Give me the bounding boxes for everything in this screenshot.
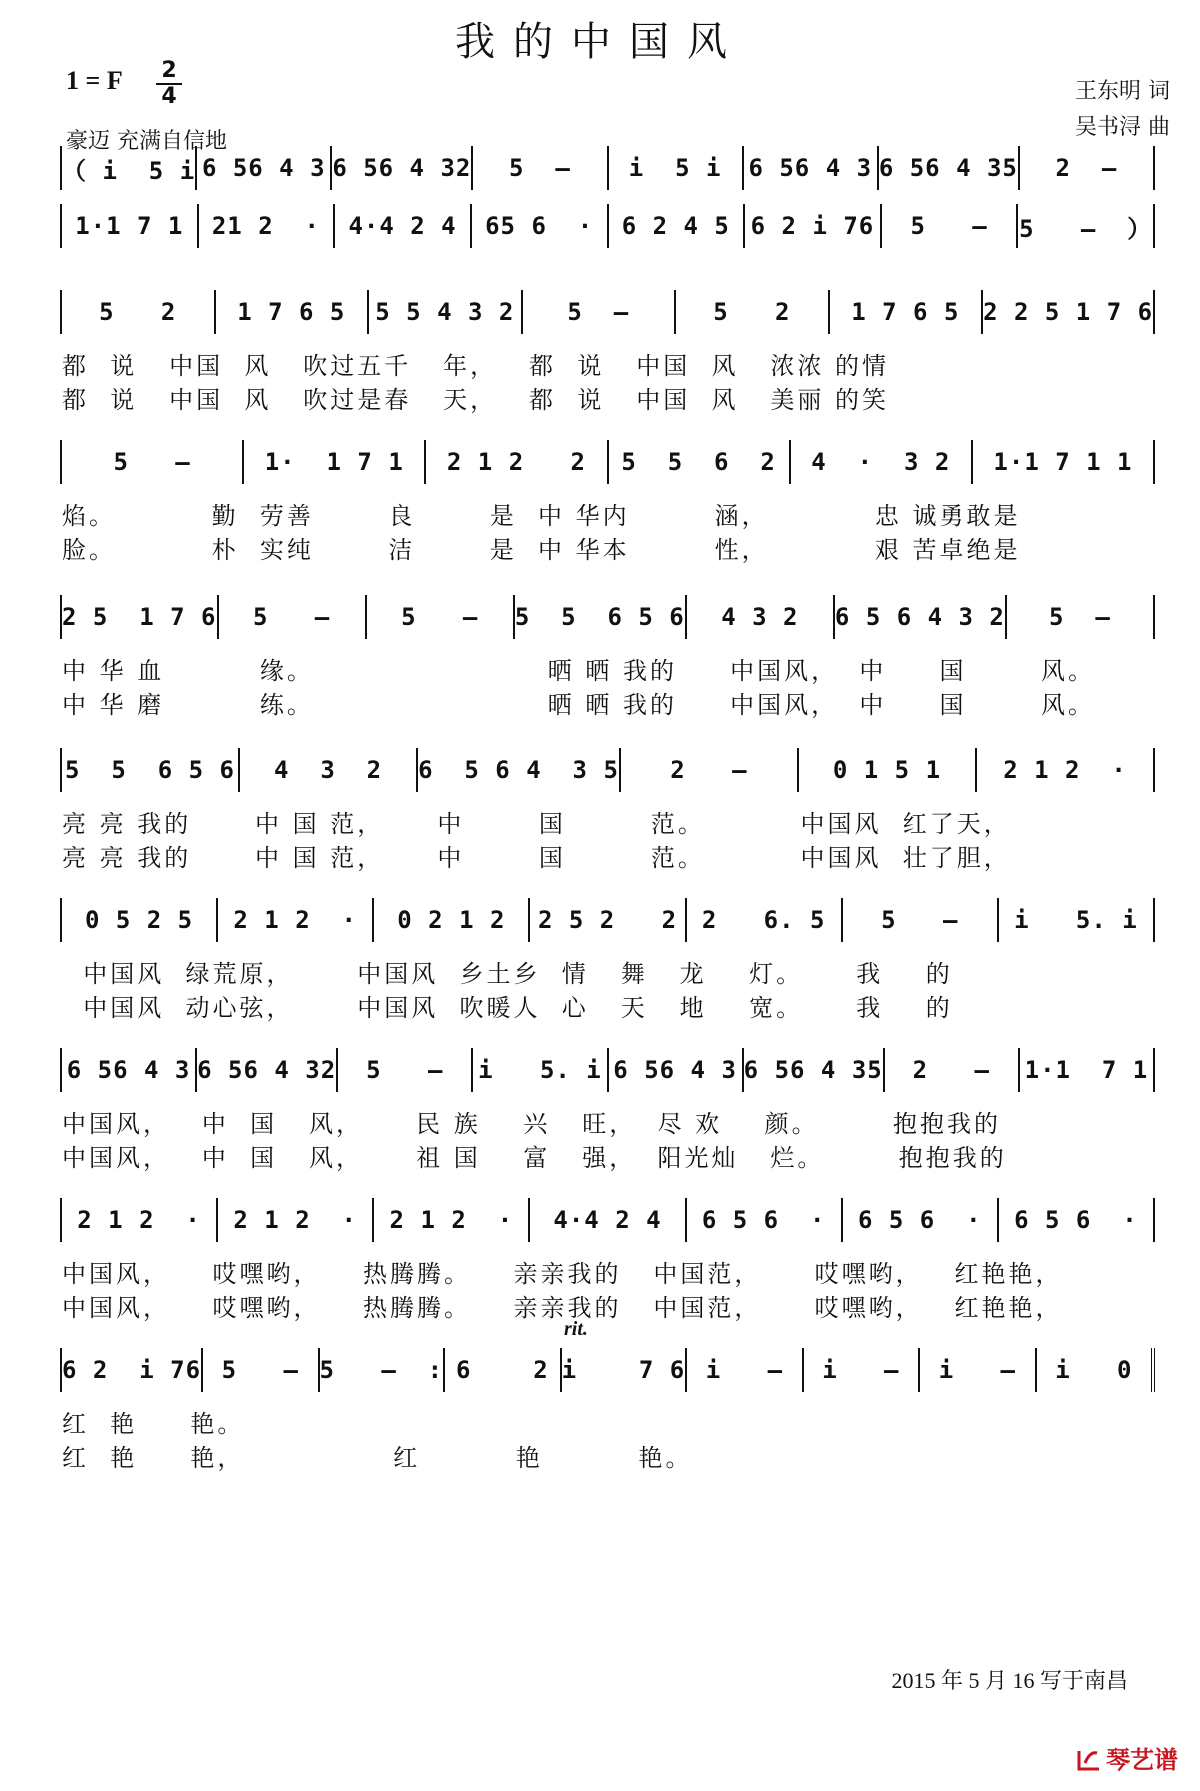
measure: 6 5 6 · (1014, 1206, 1138, 1234)
measure: 1·1 7 1 1 (993, 448, 1133, 476)
key-signature: 1 = F (66, 66, 123, 95)
measure: 65 6 · (472, 204, 609, 248)
measure: 2 1 2 · (62, 1198, 218, 1242)
measure: 5 – (219, 595, 367, 639)
measure: 5 – (843, 898, 999, 942)
measure: 6 56 4 35 (879, 146, 1020, 190)
measure: 2 – (885, 1048, 1020, 1092)
score-system (60, 440, 1155, 564)
lyric-verse-2: 中 华 磨 练。 晒 晒 我的 中国风， 中 国 风。 (62, 691, 1095, 719)
measure: 5 – (523, 290, 677, 334)
lyric-verse-1: 红 艳 艳。 (62, 1410, 245, 1438)
lyric-verse-1: 中国风， 中 国 风， 民 族 兴 旺， 尽 欢 颜。 抱抱我的 (62, 1110, 1002, 1138)
measure: 6 2 i 76 (745, 204, 882, 248)
song-title: 我的中国风 (455, 19, 745, 65)
measure: 5 – (367, 595, 515, 639)
measure: 4·4 2 4 (335, 204, 472, 248)
notation-line (60, 146, 1155, 190)
measure: 5 2 (676, 290, 830, 334)
measure: 5 – (882, 204, 1019, 248)
measure: 2 2 5 1 7 6 (983, 298, 1154, 326)
measure: 6 56 4 3 (197, 146, 332, 190)
measure: i 0 (1055, 1356, 1133, 1384)
measure: 2 5 1 7 6 (62, 595, 219, 639)
lyric-verse-1: 中国风， 哎嘿哟， 热腾腾。 亲亲我的 中国范， 哎嘿哟， 红艳艳， (62, 1260, 1063, 1288)
measure: i – (920, 1348, 1036, 1392)
measure: i – (687, 1348, 803, 1392)
measure: 5 5 6 2 (609, 440, 791, 484)
lyric-verse-1: 亮 亮 我的 中 国 范， 中 国 范。 中国风 红了天， (62, 810, 1011, 838)
lyric-verse-1: 中 华 血 缘。 晒 晒 我的 中国风， 中 国 风。 (62, 657, 1095, 685)
measure: 5 5 4 3 2 (369, 290, 523, 334)
measure: 1·1 7 1 (62, 204, 199, 248)
measure: 6 56 4 32 (197, 1048, 338, 1092)
notation-line (60, 1348, 1155, 1392)
measure: 1 7 6 5 (830, 290, 984, 334)
notation-line (60, 204, 1155, 248)
measure: 0 5 2 5 (62, 898, 218, 942)
measure: 2 1 2 2 (426, 440, 608, 484)
measure: 2 6. 5 (687, 898, 843, 942)
lyric-verse-1: 中国风 绿荒原， 中国风 乡土乡 情 舞 龙 灯。 我 的 (62, 960, 953, 988)
composition-date: 2015 年 5 月 16 写于南昌 (891, 1668, 1128, 1693)
measure: i 5. i (1014, 906, 1138, 934)
measure: 6 56 4 3 (744, 146, 879, 190)
time-signature-bottom: 4 (161, 84, 177, 109)
lyric-verse-2: 亮 亮 我的 中 国 范， 中 国 范。 中国风 壮了胆， (62, 844, 1011, 872)
score-system (60, 1048, 1155, 1172)
lyric-verse-2: 脸。 朴 实纯 洁 是 中 华本 性， 艰 苦卓绝是 (62, 536, 1021, 564)
lyric-verse-2: 都 说 中国 风 吹过是春 天， 都 说 中国 风 美丽 的笑 (62, 386, 889, 414)
measure: 5 – : (320, 1348, 446, 1392)
measure: 6 5 6 · (843, 1198, 999, 1242)
measure: 4 3 2 (240, 748, 418, 792)
notation-line (60, 595, 1155, 639)
measure: 0 1 5 1 (799, 748, 977, 792)
measure: 6 2 4 5 (609, 204, 746, 248)
measure: i 5. i (473, 1048, 608, 1092)
measure: 5 5 6 5 6 (62, 748, 240, 792)
measure: 6 5 6 · (687, 1198, 843, 1242)
time-signature (156, 60, 182, 108)
score-system (60, 748, 1155, 872)
measure: 4 3 2 (687, 595, 835, 639)
measure: 5 – (62, 440, 244, 484)
measure: 2 – (1055, 154, 1118, 182)
notation-line (60, 440, 1155, 484)
measure: 5 – (1049, 603, 1111, 631)
measure: 5 2 (62, 290, 216, 334)
measure: 21 2 · (199, 204, 336, 248)
measure: 6 2 (445, 1348, 561, 1392)
measure: 4 · 3 2 (791, 440, 973, 484)
lyric-verse-2: 中国风， 哎嘿哟， 热腾腾。 亲亲我的 中国范， 哎嘿哟， 红艳艳， (62, 1294, 1063, 1322)
measure: 2 1 2 · (1003, 756, 1127, 784)
measure: 6 56 4 35 (744, 1048, 885, 1092)
notation-line (60, 1198, 1155, 1242)
score-system (60, 290, 1155, 414)
score-system (60, 1198, 1155, 1322)
measure: 5 – (203, 1348, 319, 1392)
measure: 1· 1 7 1 (244, 440, 426, 484)
measure: i 5 i (609, 146, 744, 190)
watermark-icon (1076, 1747, 1102, 1773)
lyricist-credit: 王东明 词 (1075, 79, 1170, 104)
measure: 5 5 6 5 6 (515, 595, 687, 639)
measure: 6 2 i 76 (62, 1348, 203, 1392)
score-system (60, 1348, 1155, 1472)
measure: 5 – (473, 146, 608, 190)
lyric-verse-2: 中国风， 中 国 风， 祖 国 富 强， 阳光灿 烂。 抱抱我的 (62, 1144, 1007, 1172)
measure: 1·1 7 1 (1024, 1056, 1149, 1084)
measure: 2 1 2 · (374, 1198, 530, 1242)
notation-line (60, 290, 1155, 334)
measure: 4·4 2 4 (530, 1198, 686, 1242)
rit-marking: rit. (564, 1318, 588, 1340)
measure: i 7 6 (562, 1348, 688, 1392)
measure: 2 5 2 2 (530, 898, 686, 942)
composer-credit: 吴书浔 曲 (1075, 115, 1170, 140)
watermark-text: 琴艺谱 (1106, 1746, 1178, 1774)
measure: i – (804, 1348, 920, 1392)
lyric-verse-1: 焰。 勤 劳善 良 是 中 华内 涵， 忠 诚勇敢是 (62, 502, 1021, 530)
score-system (60, 146, 1155, 190)
lyric-verse-1: 都 说 中国 风 吹过五千 年， 都 说 中国 风 浓浓 的情 (62, 352, 889, 380)
measure: 2 1 2 · (218, 898, 374, 942)
score-system (60, 204, 1155, 248)
measure: 1 7 6 5 (216, 290, 370, 334)
measure: （ i 5 i (62, 146, 197, 190)
measure: 6 56 4 32 (332, 146, 473, 190)
notation-line (60, 898, 1155, 942)
measure: 5 – ） (1019, 214, 1153, 243)
lyric-verse-2: 红 艳 艳， 红 艳 艳。 (62, 1444, 693, 1472)
measure: 6 5 6 4 3 5 (418, 748, 621, 792)
measure: 6 56 4 3 (609, 1048, 744, 1092)
measure: 0 2 1 2 (374, 898, 530, 942)
measure: 5 – (338, 1048, 473, 1092)
notation-line (60, 748, 1155, 792)
measure: 6 5 6 4 3 2 (835, 595, 1007, 639)
score-system (60, 898, 1155, 1022)
time-signature-top: 2 (161, 58, 177, 83)
measure: 2 1 2 · (218, 1198, 374, 1242)
measure: 2 – (621, 748, 799, 792)
lyric-verse-2: 中国风 动心弦， 中国风 吹暖人 心 天 地 宽。 我 的 (62, 994, 953, 1022)
tempo-marking: 豪迈 充满自信地 (66, 129, 227, 154)
notation-line (60, 1048, 1155, 1092)
measure: 6 56 4 3 (62, 1048, 197, 1092)
score-system (60, 595, 1155, 719)
watermark-logo (1076, 1740, 1178, 1775)
